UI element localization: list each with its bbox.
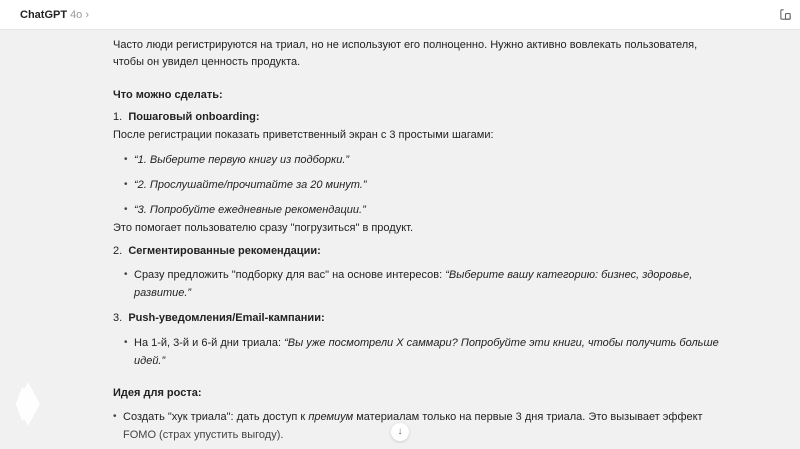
scroll-down-button[interactable] (391, 423, 409, 441)
item-number: 3. (113, 312, 123, 324)
item-2-heading (113, 244, 321, 258)
app-title: ChatGPT (20, 9, 68, 21)
chevron-right-icon: › (85, 9, 89, 21)
model-selector[interactable] (20, 9, 89, 21)
bullet-quote: “Выберите вашу категорию: бизнес, здоровье, (445, 269, 693, 281)
item-title: Пошаговый onboarding: (128, 111, 260, 123)
item-title: Push-уведомления/Email-кампании: (128, 312, 325, 324)
item-2-bullet (134, 268, 692, 282)
bullet-icon: • (113, 411, 117, 422)
bullet-icon: • (124, 269, 128, 280)
section-heading: Что можно сделать: (113, 89, 223, 101)
bullet-text: Сразу предложить "подборку для вас" на основе интересов: (134, 269, 446, 281)
top-bar (0, 0, 800, 30)
step-3: “3. Попробуйте ежедневные рекомендации.” (134, 204, 366, 216)
bullet-icon: • (124, 179, 128, 190)
item-1-after: Это помогает пользователю сразу "погрузиться" в продукт. (113, 222, 414, 234)
intro-line-1: Часто люди регистрируются на триал, но не используют его полноценно. Нужно активно вовлекать пользователя, (113, 39, 698, 51)
bullet-icon: • (124, 337, 128, 348)
item-3-bullet-cont: идей.” (134, 355, 166, 367)
model-name: 4o (70, 9, 83, 21)
bullet-icon: • (124, 204, 128, 215)
item-3-bullet (134, 336, 719, 350)
watermark-logo-icon (14, 380, 42, 428)
intro-line-2: чтобы он увидел ценность продукта. (113, 56, 301, 68)
bullet-text: На 1-й, 3-й и 6-й дни триала: (134, 337, 285, 349)
item-1-text: После регистрации показать приветственный экран с 3 простыми шагами: (113, 129, 494, 141)
item-2-bullet-cont: развитие.” (134, 287, 192, 299)
growth-heading: Идея для роста: (113, 387, 202, 399)
growth-line-2: FOMO (страх упустить выгоду). (123, 429, 284, 441)
growth-line-1 (123, 410, 703, 424)
growth-text: Создать "хук триала": дать доступ к (123, 411, 309, 423)
bullet-icon: • (124, 154, 128, 165)
growth-text: материалам только на первые 3 дня триала. Это вызывает эффект (353, 411, 703, 423)
new-chat-icon[interactable] (779, 8, 792, 21)
item-3-heading (113, 311, 325, 325)
growth-emphasis: премиум (308, 411, 354, 423)
item-number: 2. (113, 245, 123, 257)
step-2: “2. Прослушайте/прочитайте за 20 минут.” (134, 179, 367, 191)
item-1-heading (113, 110, 260, 124)
step-1: “1. Выберите первую книгу из подборки.” (134, 154, 350, 166)
item-title: Сегментированные рекомендации: (128, 245, 321, 257)
item-number: 1. (113, 111, 123, 123)
arrow-down-icon: ↓ (397, 426, 403, 437)
bullet-quote: “Вы уже посмотрели X саммари? Попробуйте эти книги, чтобы получить больше (284, 337, 719, 349)
